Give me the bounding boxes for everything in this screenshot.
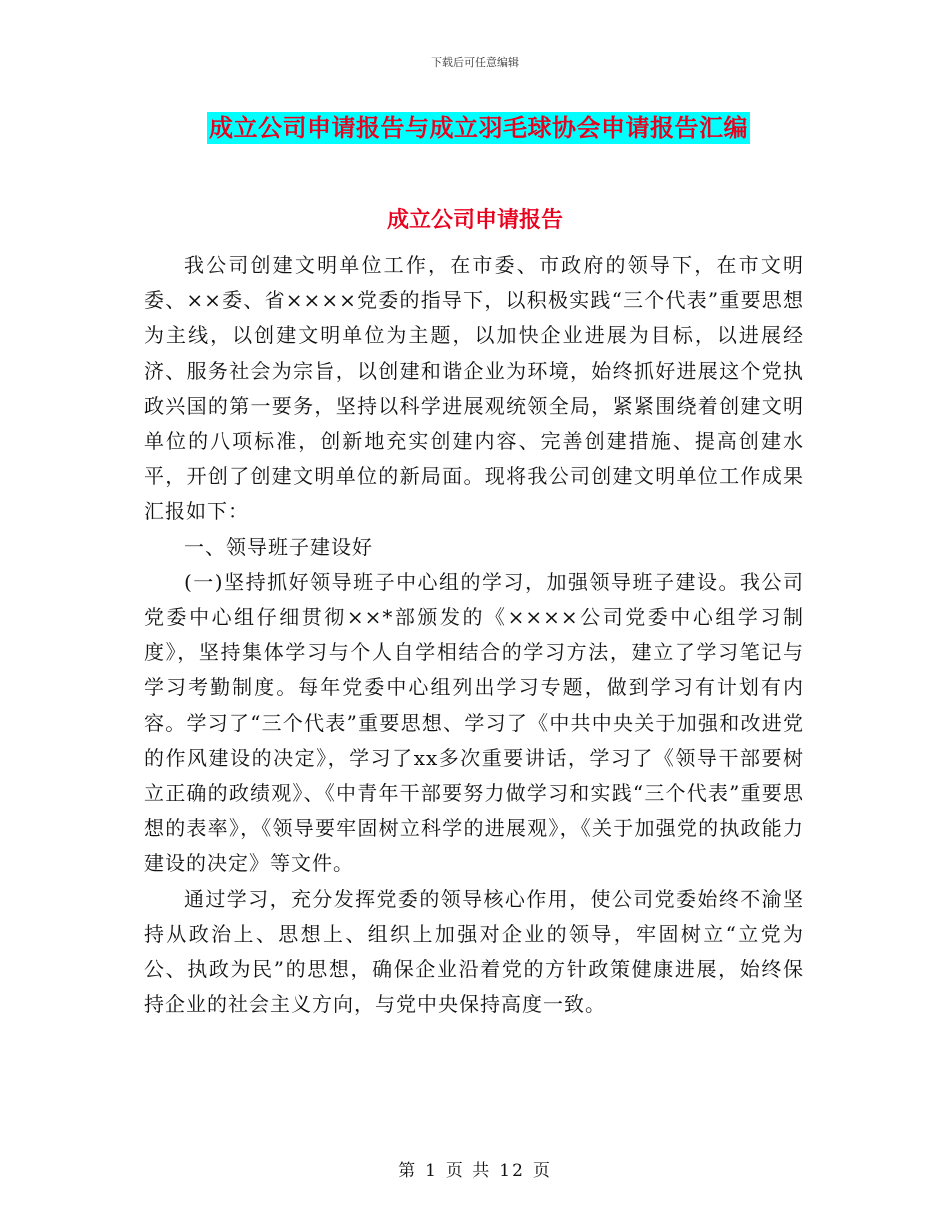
page-label-mid: 页 共: [445, 1161, 492, 1181]
document-title: 成立公司申请报告与成立羽毛球协会申请报告汇编: [209, 114, 748, 142]
page-label-prefix: 第: [398, 1161, 418, 1181]
paragraph-conclusion: 通过学习，充分发挥党委的领导核心作用，使公司党委始终不渝坚持从政治上、思想上、组织上加强对企业的领导，牢固树立“立党为公、执政为民”的思想，确保企业沿着党的方针政策健康进展，始终保持企业的社会主义方向，与党中央保持高度一致。: [144, 886, 804, 1017]
page-label-suffix: 页: [532, 1161, 552, 1181]
section-title: 成立公司申请报告: [386, 208, 563, 233]
paragraph-heading-leadership: 一、领导班子建设好: [184, 534, 373, 559]
header-note: 下载后可任意编辑: [431, 56, 519, 69]
paragraph-intro: 我公司创建文明单位工作，在市委、市政府的领导下，在市文明委、××委、省××××党委的指导下，以积极实践“三个代表”重要思想为主线，以创建文明单位为主题，以加快企业进展为目标，以进展经济、服务社会为宗旨，以创建和谐企业为环境，始终抓好进展这个党执政兴国的第一要务，坚持以科学进展观统领全局，紧紧围绕着创建文明单位的八项标准，创新地充实创建内容、完善创建措施、提高创建水平，开创了创建文明单位的新局面。现将我公司创建文明单位工作成果汇报如下：: [144, 253, 804, 524]
page-number: 1: [425, 1161, 438, 1181]
paragraph-study: (一)坚持抓好领导班子中心组的学习，加强领导班子建设。我公司党委中心组仔细贯彻××*部颁发的《××××公司党委中心组学习制度》，坚持集体学习与个人自学相结合的学习方法，建立了学习笔记与学习考勤制度。每年党委中心组列出学习专题，做到学习有计划有内容。学习了“三个代表”重要思想、学习了《中共中央关于加强和改进党的作风建设的决定》，学习了xx多次重要讲话，学习了《领导干部要树立正确的政绩观》、《中青年干部要努力做学习和实践“三个代表”重要思想的表率》，《领导要牢固树立科学的进展观》，《关于加强党的执政能力建设的决定》等文件。: [144, 569, 804, 876]
document-body: [144, 248, 804, 1022]
page-total: 12: [499, 1161, 525, 1181]
page-footer: [0, 1156, 950, 1181]
